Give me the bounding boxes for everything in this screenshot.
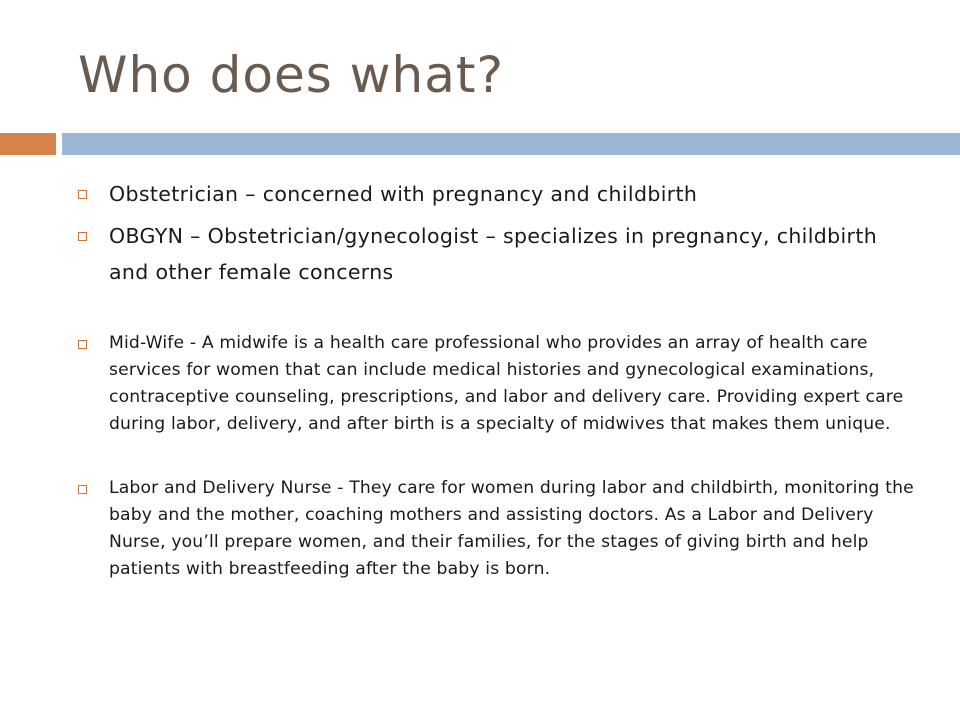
bullet-item-obgyn xyxy=(78,218,918,290)
bullet-text: OBGYN – Obstetrician/gynecologist – specializes in pregnancy, childbirth and other female concerns xyxy=(109,224,878,284)
square-bullet-icon xyxy=(78,232,87,241)
bullet-text: Labor and Delivery Nurse - They care for women during labor and childbirth, monitoring the baby and the mother, coaching mothers and assisting doctors. As a Labor and Delivery Nurse, you’ll prepare women, and their families, for the stages of giving birth and help patients with breastfeeding after the baby is born. xyxy=(109,478,914,579)
bullet-item-obstetrician xyxy=(78,176,918,212)
square-bullet-icon xyxy=(78,485,87,494)
bullet-text: Obstetrician – concerned with pregnancy and childbirth xyxy=(109,182,698,206)
bullet-text: Mid-Wife - A midwife is a health care professional who provides an array of health care services for women that can include medical histories and gynecological examinations, contraceptive counseling, prescriptions, and labor and delivery care. Providing expert care during labor, delivery, and after birth is a specialty of midwives that makes them unique. xyxy=(109,333,904,434)
bullet-item-midwife xyxy=(78,330,918,438)
slide-title: Who does what? xyxy=(78,46,505,104)
bullet-list xyxy=(78,176,918,583)
title-rule-bar xyxy=(62,133,960,155)
square-bullet-icon xyxy=(78,340,87,349)
square-bullet-icon xyxy=(78,190,87,199)
bullet-item-delivery-nurse xyxy=(78,475,918,583)
title-rule-accent xyxy=(0,133,56,155)
